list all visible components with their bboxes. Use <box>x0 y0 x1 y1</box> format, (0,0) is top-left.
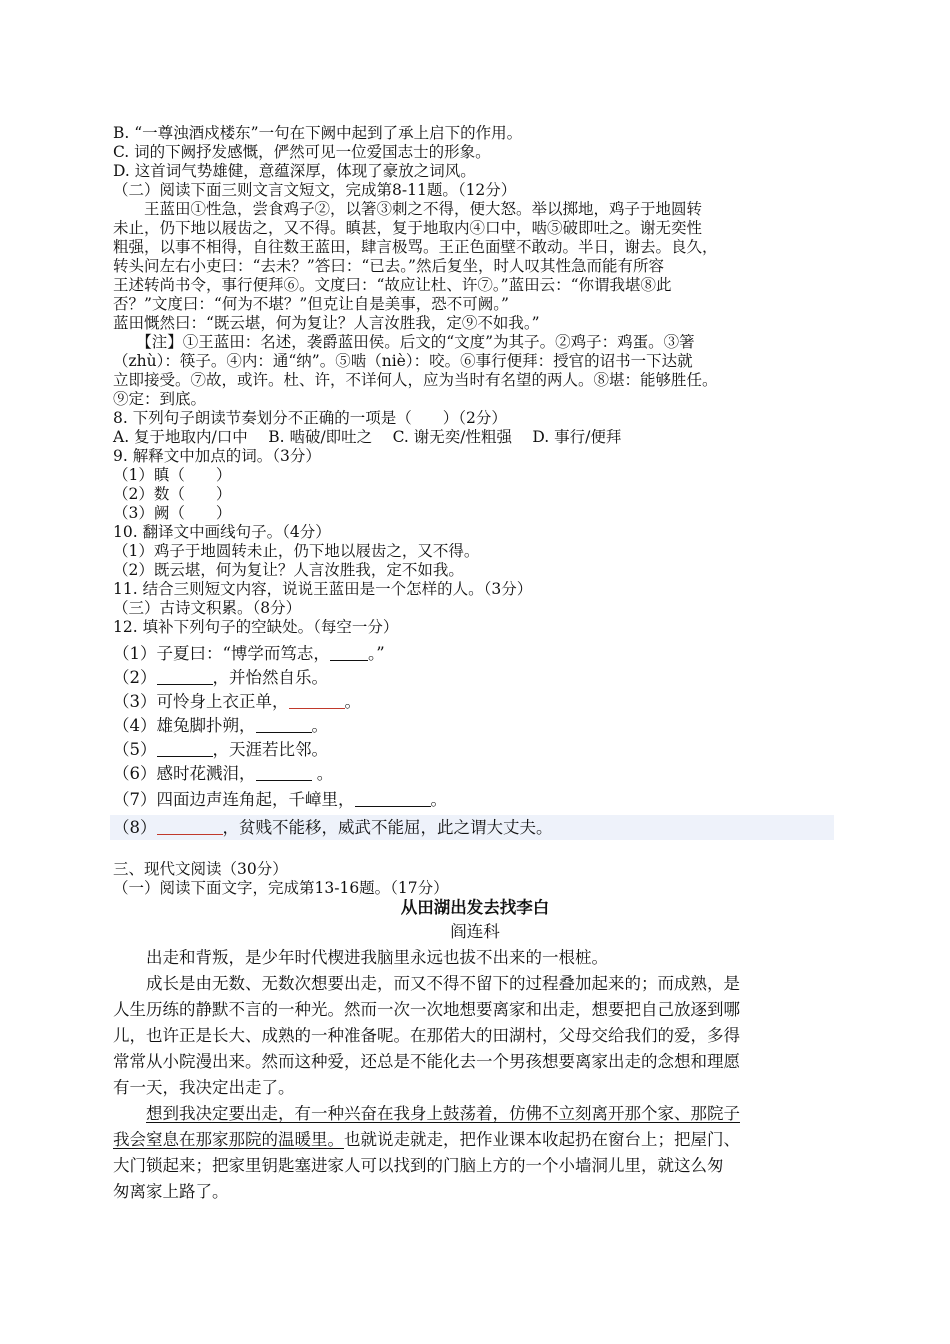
question-9-item: （3）阙（ ） <box>113 504 232 522</box>
section-subheading: （一）阅读下面文字，完成第13-16题。（17分） <box>113 879 449 897</box>
article-title: 从田湖出发去找李白 <box>400 898 550 917</box>
answer-blank[interactable] <box>256 764 312 782</box>
fill-item: （1）子夏曰：“博学而笃志， 。” <box>113 644 385 663</box>
fill-item: （4）雄兔脚扑朔， 。 <box>113 716 328 735</box>
fill-item: （3）可怜身上衣正单， 。 <box>113 692 361 711</box>
question-10-item: （1）鸡子于地圆转未止，仍下地以屐齿之，又不得。 <box>113 542 480 560</box>
option-d: D. 这首词气势雄健，意蕴深厚，体现了豪放之词风。 <box>113 162 476 180</box>
answer-blank[interactable] <box>157 740 213 758</box>
classical-line: 未止，仍下地以屐齿之，又不得。瞋甚，复于地取内④口中，啮⑤破即吐之。谢无奕性 <box>113 219 703 237</box>
classical-line: 粗强，以事不相得，自往数王蓝田，肆言极骂。王正色面壁不敢动。半日，谢去。良久， <box>113 238 718 256</box>
fill-item: （7）四面边声连角起，千嶂里， 。 <box>113 790 447 809</box>
option-b: B. “一尊浊酒戍楼东”一句在下阙中起到了承上启下的作用。 <box>113 124 523 142</box>
article-line <box>113 1101 740 1127</box>
article-line: 匆离家上路了。 <box>113 1182 229 1201</box>
note-line: ⑨定：到底。 <box>113 390 207 408</box>
classical-line: 转头问左右小吏曰：“去未？”答曰：“已去。”然后复坐，时人叹其性急而能有所容 <box>113 257 664 275</box>
classical-line: 否？”文度曰：“何为不堪？”但克让自是美事，恐不可阙。” <box>113 295 509 313</box>
question-10-item: （2）既云堪，何为复让？人言汝胜我，定不如我。 <box>113 561 464 579</box>
section-heading-classical: （二）阅读下面三则文言文短文，完成第8-11题。（12分） <box>113 181 517 199</box>
question-11: 11. 结合三则短文内容，说说王蓝田是一个怎样的人。（3分） <box>113 580 533 598</box>
article-line: 我会窒息在那家那院的温暖里。也就说走就走，把作业课本收起扔在窗台上；把屋门、 <box>113 1130 740 1149</box>
answer-blank[interactable] <box>256 716 312 734</box>
article-line: 成长是由无数、无数次想要出走，而又不得不留下的过程叠加起来的；而成熟，是 <box>113 974 740 993</box>
fill-item: （8） ，贫贱不能移，威武不能屈，此之谓大丈夫。 <box>113 818 553 837</box>
answer-blank[interactable] <box>157 818 223 836</box>
section-heading-poetry: （三）古诗文积累。（8分） <box>113 599 302 617</box>
question-9-item: （2）数（ ） <box>113 485 232 503</box>
answer-blank[interactable] <box>157 668 213 686</box>
underlined-sentence: 想到我决定要出走，有一种兴奋在我身上鼓荡着，仿佛不立刻离开那个家、那院子 <box>146 1104 740 1123</box>
answer-blank[interactable] <box>355 790 431 808</box>
question-10: 10. 翻译文中画线句子。（4分） <box>113 523 331 541</box>
article-line: 出走和背叛，是少年时代楔进我脑里永远也拔不出来的一根桩。 <box>113 948 608 967</box>
question-8: 8. 下列句子朗读节奏划分不正确的一项是（ ）（2分） <box>113 409 507 427</box>
article-line: 人生历练的静默不言的一种光。然而一次一次地想要离家和出走，想要把自己放逐到哪 <box>113 1000 740 1019</box>
article-author: 阎连科 <box>450 922 500 941</box>
question-9-item: （1）瞋（ ） <box>113 466 232 484</box>
fill-item: （2） ，并怡然自乐。 <box>113 668 328 687</box>
article-line: 常常从小院漫出来。然而这种爱，还总是不能化去一个男孩想要离家出走的念想和理愿 <box>113 1052 740 1071</box>
fill-item: （5） ，天涯若比邻。 <box>113 740 328 759</box>
note-line: 立即接受。⑦故，或许。杜、许，不详何人，应为当时有名望的两人。⑧堪：能够胜任。 <box>113 371 718 389</box>
option-c: C. 词的下阙抒发感慨，俨然可见一位爱国志士的形象。 <box>113 143 491 161</box>
classical-line: 王述转尚书令，事行便拜⑥。文度曰：“故应让杜、许⑦。”蓝田云：“你谓我堪⑧此 <box>113 276 672 294</box>
answer-blank[interactable] <box>289 692 345 710</box>
note-line: （zhù）：筷子。④内：通“纳”。⑤啮（niè）：咬。⑥事行便拜：授官的诏书一下达就 <box>113 352 693 370</box>
underlined-sentence: 我会窒息在那家那院的温暖里。 <box>113 1130 344 1149</box>
question-9: 9. 解释文中加点的词。（3分） <box>113 447 321 465</box>
question-8-options: A. 复于地取内/口中 B. 啮破/即吐之 C. 谢无奕/性粗强 D. 事行/便拜 <box>113 428 622 446</box>
classical-line: 王蓝田①性急，尝食鸡子②，以箸③刺之不得，便大怒。举以掷地，鸡子于地圆转 <box>113 200 703 218</box>
article-line: 有一天，我决定出走了。 <box>113 1078 295 1097</box>
note-line: 【注】①王蓝田：名述，袭爵蓝田侯。后文的“文度”为其子。②鸡子：鸡蛋。③箸 <box>113 333 695 351</box>
question-12: 12. 填补下列句子的空缺处。（每空一分） <box>113 618 399 636</box>
article-line: 大门锁起来；把家里钥匙塞进家人可以找到的门脑上方的一个小墙洞儿里，就这么匆 <box>113 1156 724 1175</box>
fill-item: （6）感时花溅泪， 。 <box>113 764 334 783</box>
section-heading-modern: 三、现代文阅读（30分） <box>113 860 288 878</box>
answer-blank[interactable] <box>330 644 368 662</box>
article-line: 儿，也许正是长大、成熟的一种准备呢。在那偌大的田湖村，父母交给我们的爱，多得 <box>113 1026 740 1045</box>
classical-line: 蓝田慨然曰：“既云堪，何为复让？人言汝胜我，定⑨不如我。” <box>113 314 540 332</box>
